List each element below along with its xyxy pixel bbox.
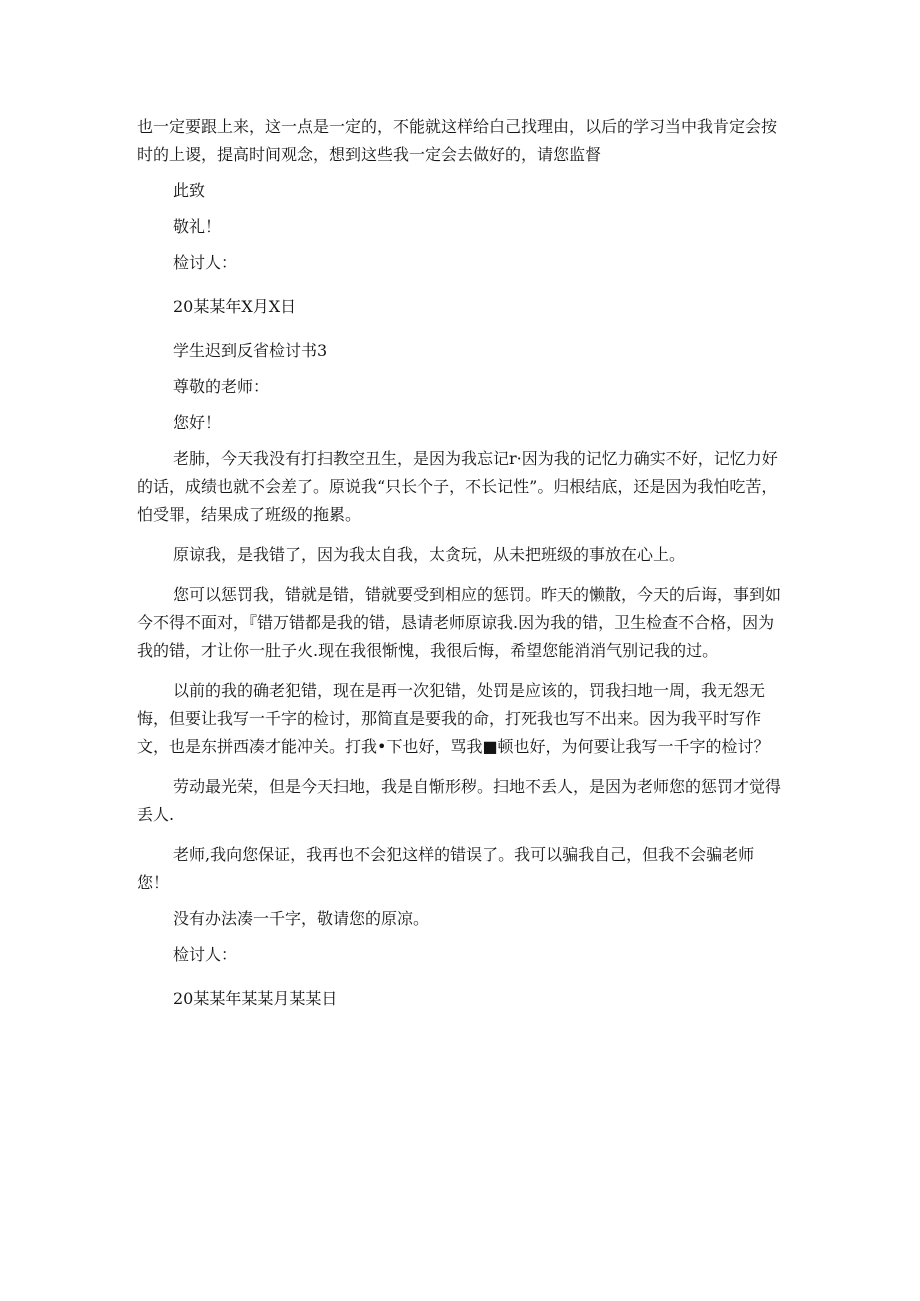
body-paragraph: 劳动最光荣，但是今天扫地，我是自惭形秽。扫地不丢人，是因为老师您的惩罚才觉得丢人. [137, 777, 782, 824]
continuation-paragraph: 也一定要跟上来，这一点是一定的，不能就这样给白己找理由，以后的学习当中我肯定会按时的上谡，提高时间观念，想到这些我一定会去做好的，请您监督 [137, 117, 778, 164]
signature-date: 20某某年某某月某某日 [173, 989, 338, 1008]
body-paragraph: 原谅我，是我错了，因为我太自我，太贪玩，从未把班级的事放在心上。 [173, 545, 686, 564]
body-paragraph: 老肺，今天我没有打扫教空丑生，是因为我忘记r·因为我的记忆力确实不好，记忆力好的话，成绩也就不会差了。原说我“只长个子，不长记性”。归根结底，还是因为我怕吃苦，怕受罪，结果成了班级的拖累。 [137, 449, 778, 524]
signature-label: 检讨人： [173, 945, 238, 964]
document-body [137, 113, 783, 1013]
section-title: 学生迟到反省检讨书3 [173, 341, 328, 360]
body-paragraph: 您可以惩罚我，错就是错，错就要受到相应的惩罚。昨天的懒散，今天的后诲，事到如今不得不面对，『错万错都是我的错，恳请老师原谅我.因为我的错，卫生检查不合格，因为我的错，才让你一肚子火.现在我很惭愧，我很后悔，希望您能消消气别记我的过。 [137, 585, 782, 660]
closing-salutation: 此致 [173, 181, 206, 200]
closing-respect: 敬礼！ [173, 217, 222, 236]
body-paragraph: 没有办法凑一千字，敬请您的原凉。 [173, 909, 430, 928]
signature-label: 检讨人： [173, 253, 238, 272]
greeting-recipient: 尊敬的老师： [173, 377, 270, 396]
body-paragraph: 以前的我的确老犯错，现在是再一次犯错，处罚是应该的，罚我扫地一周，我无怨无悔，但要让我写一千字的检讨，那简直是要我的命，打死我也写不出来。因为我平时写作文，也是东拼西凑才能冲关。打我•下也好，骂我■顿也好，为何要让我写一千字的检讨？ [137, 681, 770, 756]
signature-date: 20某某年X月X日 [173, 297, 297, 316]
greeting-hello: 您好！ [173, 413, 222, 432]
body-paragraph: 老师,我向您保证，我再也不会犯这样的错误了。我可以骗我自己，但我不会骗老师您！ [137, 845, 755, 892]
